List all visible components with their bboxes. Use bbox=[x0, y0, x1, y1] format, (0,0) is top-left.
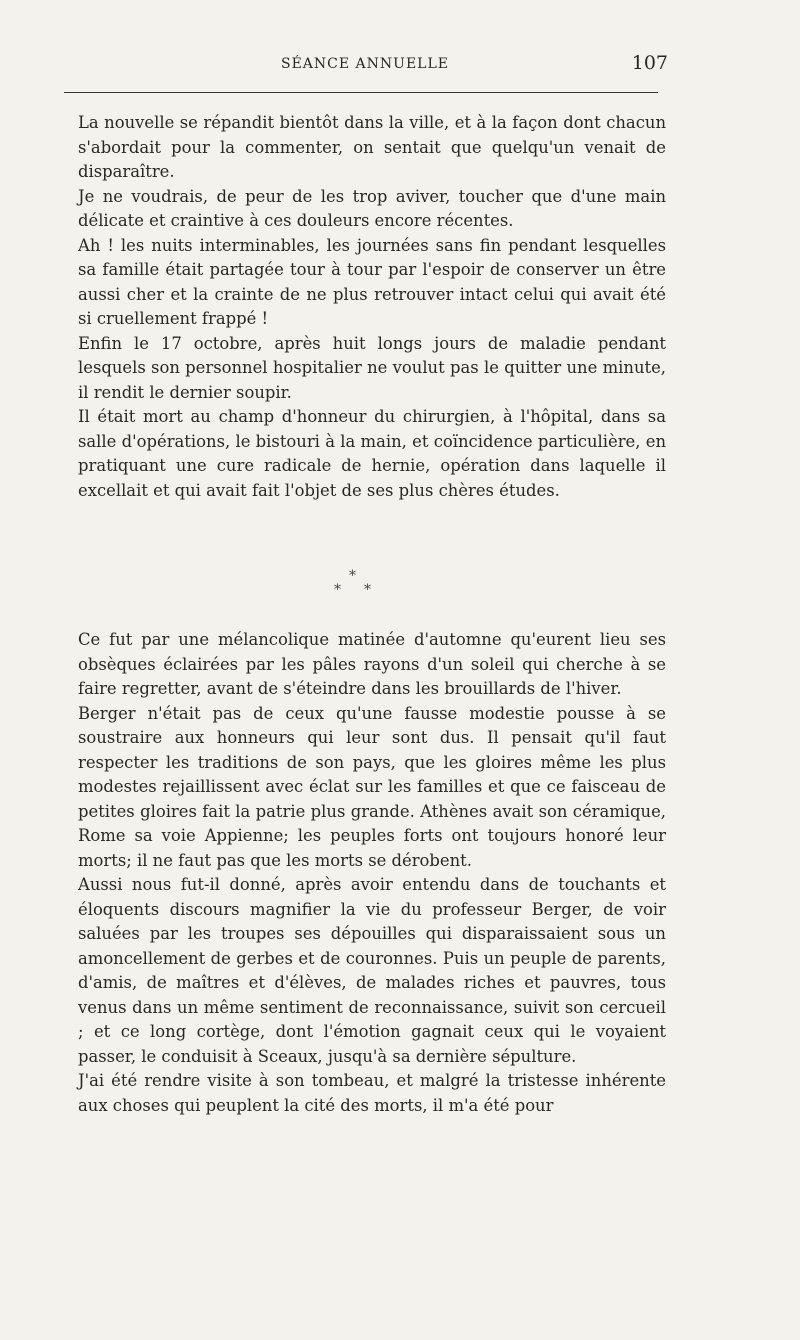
paragraph: La nouvelle se répandit bientôt dans la ville, et à la façon dont chacun s'abordait pour la commenter, on sentait que quelqu'un venait de disparaître. bbox=[78, 113, 666, 181]
page-header bbox=[62, 52, 668, 82]
asterism-separator bbox=[330, 568, 380, 602]
paragraph: Berger n'était pas de ceux qu'une fausse modestie pousse à se soustraire aux honneurs qui leur sont dus. Il pensait qu'il faut respecter les traditions de son pays, que les gloires même les plus modestes rejaillissent avec éclat sur les familles et que ce faisceau de petites gloires fait la patrie plus grande. Athènes avait son céramique, Rome sa voie Appienne; les peuples forts ont toujours honoré leur morts; il ne faut pas que les morts se dérobent. bbox=[78, 703, 666, 870]
asterisk: * bbox=[349, 568, 356, 584]
paragraph: Il était mort au champ d'honneur du chirurgien, à l'hôpital, dans sa salle d'opérations, le bistouri à la main, et coïncidence particulière, en pratiquant une cure radicale de hernie, opération dans laquelle il excellait et qui avait fait l'objet de ses plus chères études. bbox=[78, 407, 666, 500]
paragraph: Ce fut par une mélancolique matinée d'automne qu'eurent lieu ses obsèques éclairées par les pâles rayons d'un soleil qui cherche à se faire regretter, avant de s'éteindre dans les brouillards de l'hiver. bbox=[78, 630, 666, 698]
paragraph: Aussi nous fut-il donné, après avoir entendu dans de touchants et éloquents discours magnifier la vie du professeur Berger, de voir saluées par les troupes ses dépouilles qui disparaissaient sous un amoncellement de gerbes et de couronnes. Puis un peuple de parents, d'amis, de maîtres et d'élèves, de malades riches et pauvres, tous venus dans un même sentiment de reconnaissance, suivit son cercueil ; et ce long cortège, dont l'émotion gagnait ceux qui le voyaient passer, le conduisit à Sceaux, jusqu'à sa dernière sépulture. bbox=[78, 875, 666, 1066]
paragraph: Enfin le 17 octobre, après huit longs jours de maladie pendant lesquels son personnel hospitalier ne voulut pas le quitter une minute, il rendit le dernier soupir. bbox=[78, 333, 666, 402]
header-rule bbox=[64, 92, 658, 93]
asterisk: * bbox=[364, 582, 371, 598]
paragraph: Je ne voudrais, de peur de les trop aviver, toucher que d'une main délicate et craintive à ces douleurs encore récentes. bbox=[78, 186, 666, 230]
page-number: 107 bbox=[631, 52, 668, 74]
asterisk: * bbox=[334, 582, 341, 598]
paragraph: Ah ! les nuits interminables, les journées sans fin pendant lesquelles sa famille était partagée tour à tour par l'espoir de conserver un être aussi cher et la crainte de ne plus retrouver intact celui qui avait été si cruellement frappé ! bbox=[78, 235, 666, 328]
text-block-1 bbox=[78, 111, 666, 503]
paragraph: J'ai été rendre visite à son tombeau, et malgré la tristesse inhérente aux choses qui peuplent la cité des morts, il m'a été pour bbox=[78, 1071, 666, 1115]
text-block-2 bbox=[78, 628, 666, 1118]
running-head: SÉANCE ANNUELLE bbox=[281, 56, 449, 72]
